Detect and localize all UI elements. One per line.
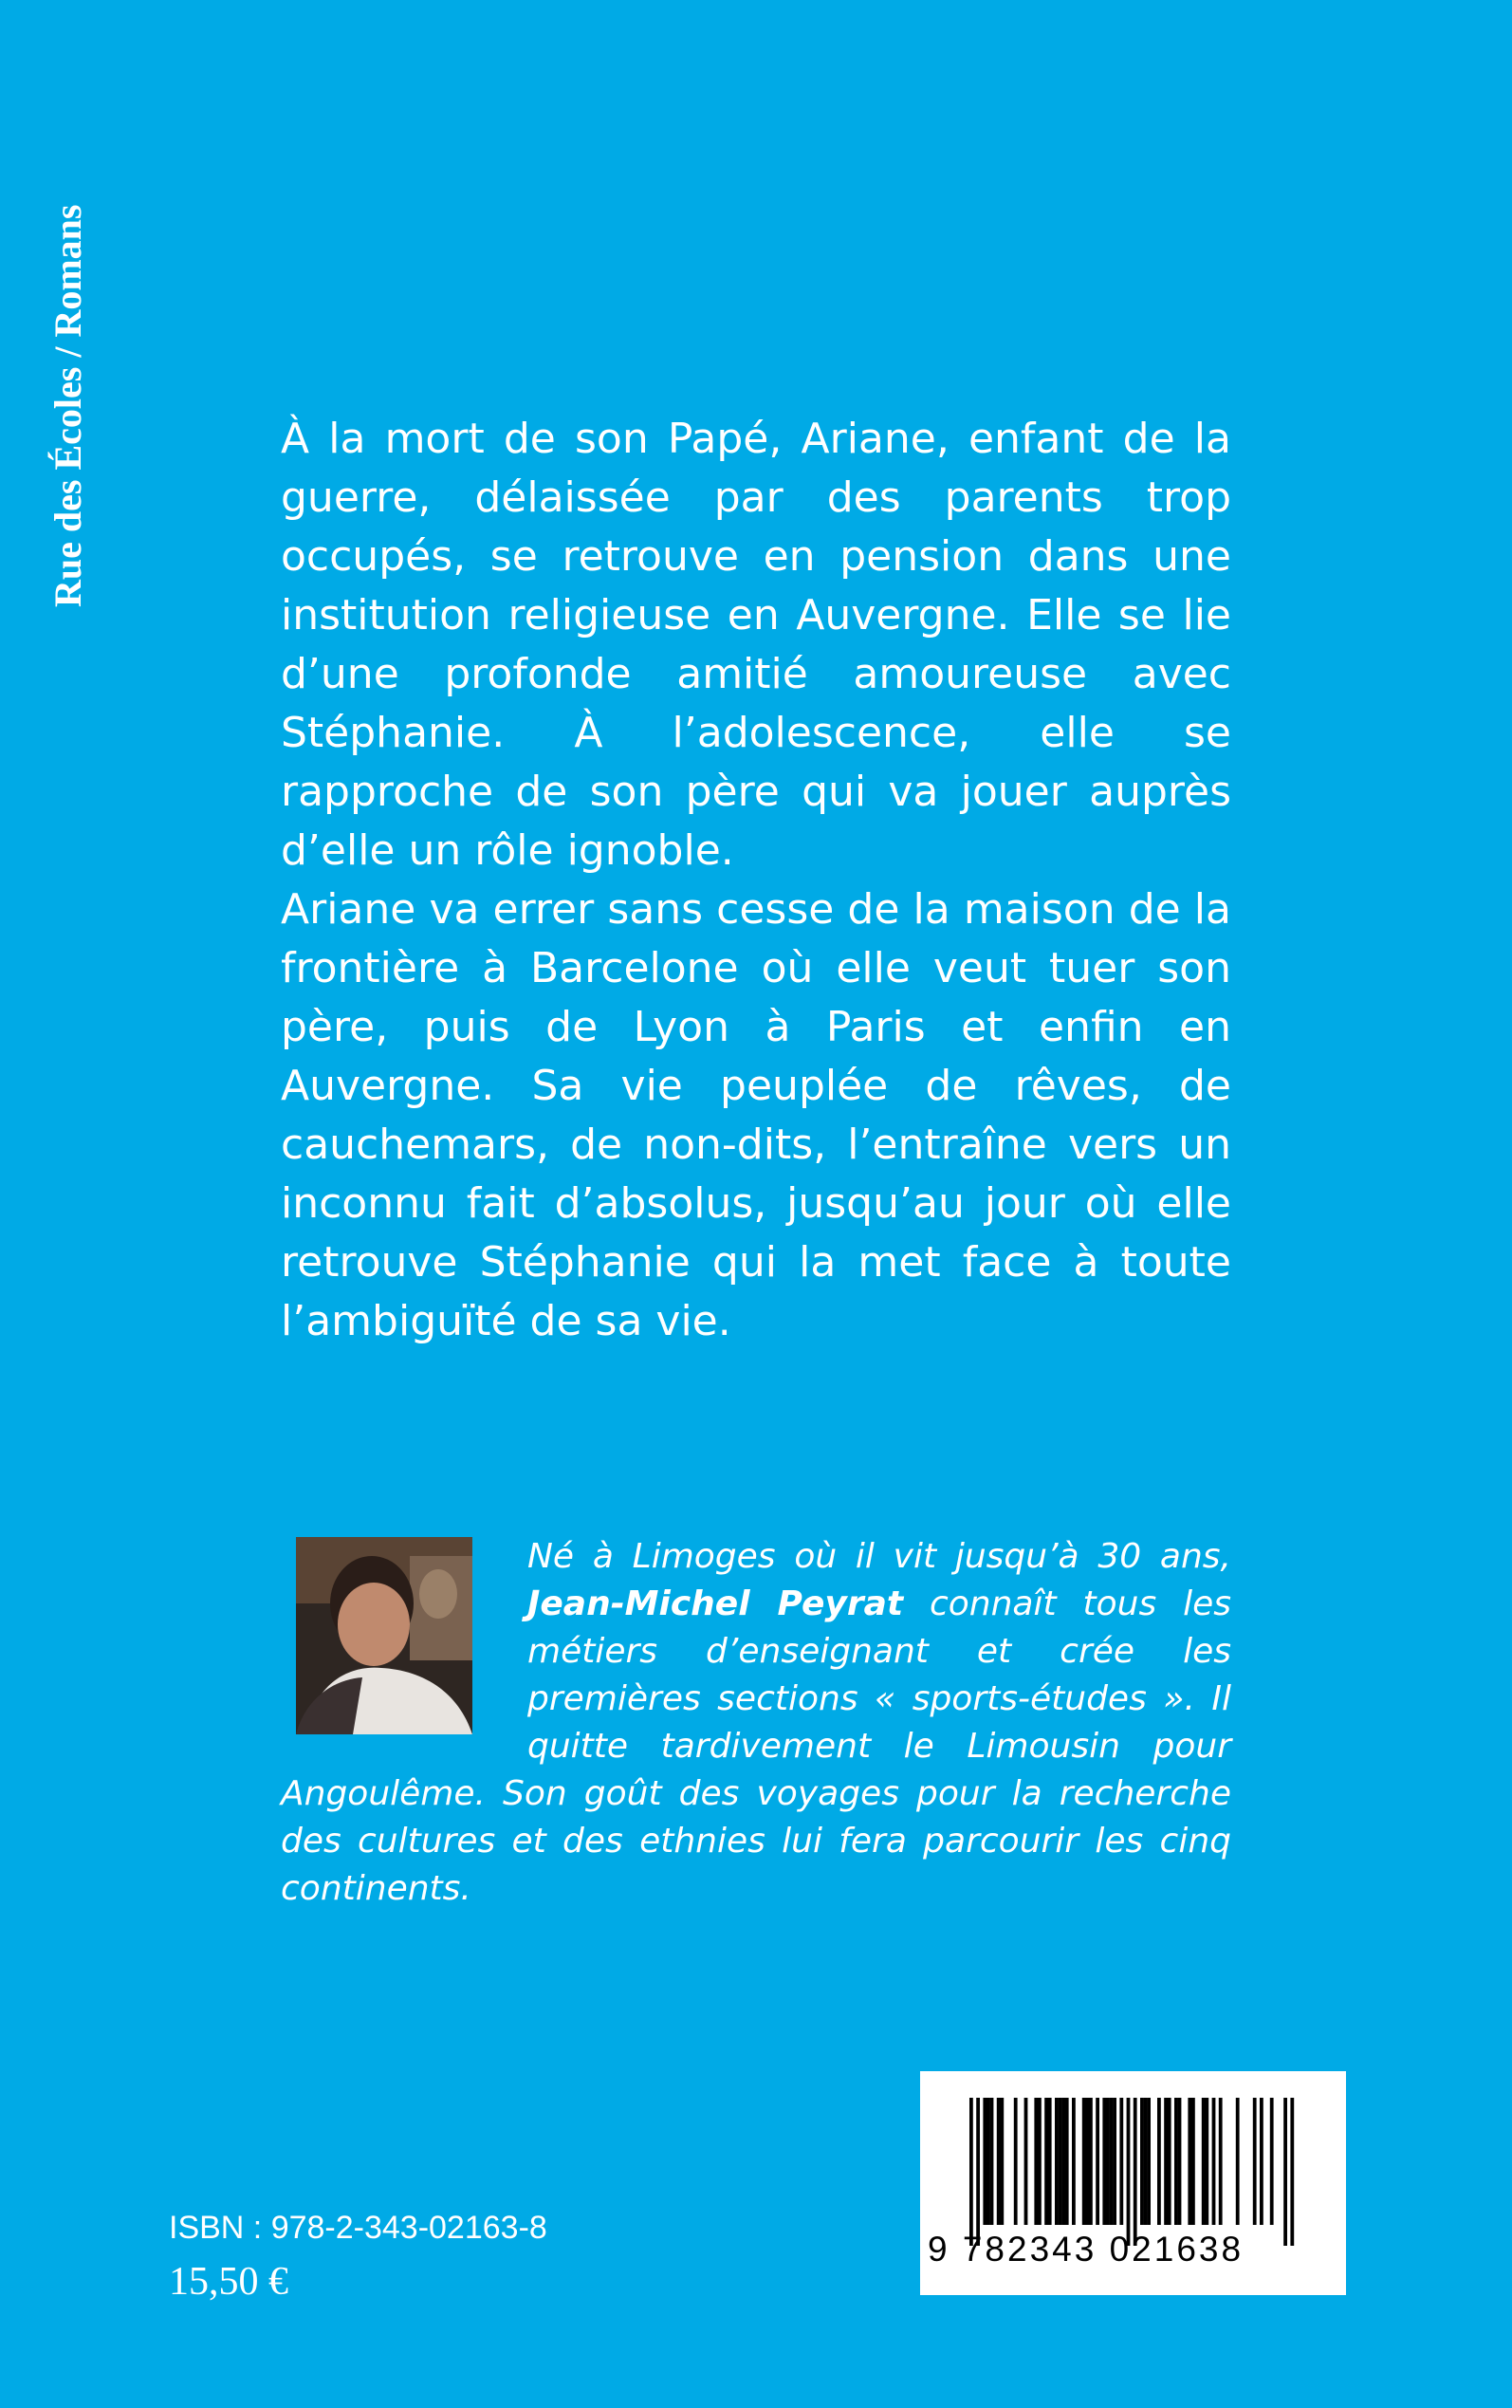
barcode-bar — [1134, 2098, 1137, 2246]
barcode-bar — [1168, 2098, 1171, 2225]
barcode-bar — [1260, 2098, 1263, 2225]
barcode — [920, 2071, 1346, 2295]
barcode-bar — [1096, 2098, 1099, 2225]
barcode-bar — [1048, 2098, 1052, 2225]
barcode-bar — [1106, 2098, 1110, 2225]
synopsis — [281, 410, 1231, 1351]
spine-title — [46, 205, 91, 607]
barcode-bar — [990, 2098, 994, 2225]
barcode-bar — [1205, 2098, 1208, 2225]
barcode-bar — [1113, 2098, 1116, 2225]
barcode-bar — [1290, 2098, 1294, 2246]
barcode-bar — [1270, 2098, 1274, 2225]
barcode-bar — [1236, 2098, 1240, 2225]
barcode-bar — [1024, 2098, 1028, 2225]
barcode-bar — [1178, 2098, 1182, 2225]
author-intro: Né à Limoges où il vit jusqu’à 30 ans, — [527, 1537, 1231, 1576]
barcode-bar — [1110, 2098, 1114, 2225]
barcode-bar — [1157, 2098, 1161, 2225]
barcode-bar — [1038, 2098, 1042, 2225]
barcode-bar — [1127, 2098, 1131, 2246]
barcode-bar — [1034, 2098, 1038, 2225]
barcode-bar — [1102, 2098, 1106, 2225]
barcode-bar — [1089, 2098, 1093, 2225]
barcode-bar — [969, 2098, 973, 2246]
barcode-bar — [1140, 2098, 1144, 2225]
barcode-bar — [1164, 2098, 1168, 2225]
barcode-bar — [1044, 2098, 1048, 2225]
barcode-bar — [1144, 2098, 1148, 2225]
barcode-bar — [1191, 2098, 1195, 2225]
isbn: ISBN : 978-2-343-02163-8 — [169, 2210, 547, 2246]
author-photo — [296, 1537, 472, 1734]
barcode-bar — [1014, 2098, 1018, 2225]
barcode-bar — [976, 2098, 980, 2246]
barcode-bar — [1202, 2098, 1206, 2225]
collection-name: Rue des Écoles — [46, 366, 89, 607]
spine-separator: / — [46, 337, 89, 367]
barcode-bar — [1085, 2098, 1089, 2225]
barcode-bar — [1119, 2098, 1123, 2225]
barcode-bar — [1174, 2098, 1178, 2225]
barcode-bar — [1000, 2098, 1004, 2225]
barcode-bar — [1188, 2098, 1191, 2225]
price: 15,50 € — [169, 2260, 288, 2304]
synopsis-paragraph: Ariane va errer sans cesse de la maison de la frontière à Barcelone où elle veut tuer son père, puis de Lyon à Paris et enfin en Auvergne. Sa vie peuplée de rêves, de cauchemars, de non-dits, l’entraîne vers un inconnu fait d’absolus, jusqu’au jour où elle retrouve Stéphanie qui la met face à toute l’ambiguïté de sa vie. — [281, 885, 1231, 1345]
barcode-bar — [986, 2098, 990, 2225]
barcode-bar — [1059, 2098, 1062, 2225]
author-career: connaît tous les métiers d’enseignant et crée les premières sections « sports-études ». Il quitte tardivement le Limousin pour Angoulême. Son goût des voyages pour la recherche des cultures et des ethnies lui fera parcourir les cinq continents. — [281, 1584, 1231, 1908]
barcode-bars — [969, 2098, 1297, 2246]
barcode-bar — [997, 2098, 1001, 2225]
author-bio — [281, 1533, 1231, 1913]
barcode-bar — [1055, 2098, 1059, 2225]
synopsis-paragraph: À la mort de son Papé, Ariane, enfant de la guerre, délaissée par des parents trop occupés, se retrouve en pension dans une institution religieuse en Auvergne. Elle se lie d’une profonde amitié amoureuse avec Stéphanie. À l’adolescence, elle se rapproche de son père qui va jouer auprès d’elle un rôle ignoble. — [281, 415, 1231, 875]
barcode-bar — [1219, 2098, 1223, 2225]
barcode-bar — [983, 2098, 986, 2225]
barcode-bar — [1212, 2098, 1216, 2225]
barcode-bar — [1065, 2098, 1069, 2225]
genre-name: Romans — [46, 204, 89, 338]
barcode-bar — [1082, 2098, 1086, 2225]
barcode-bar — [1253, 2098, 1257, 2225]
barcode-bar — [1072, 2098, 1076, 2225]
barcode-bar — [1147, 2098, 1151, 2225]
barcode-bar — [1061, 2098, 1065, 2225]
barcode-digits: 9 782343 021638 — [928, 2230, 1245, 2269]
author-name: Jean-Michel Peyrat — [527, 1584, 904, 1623]
barcode-bar — [1283, 2098, 1287, 2246]
